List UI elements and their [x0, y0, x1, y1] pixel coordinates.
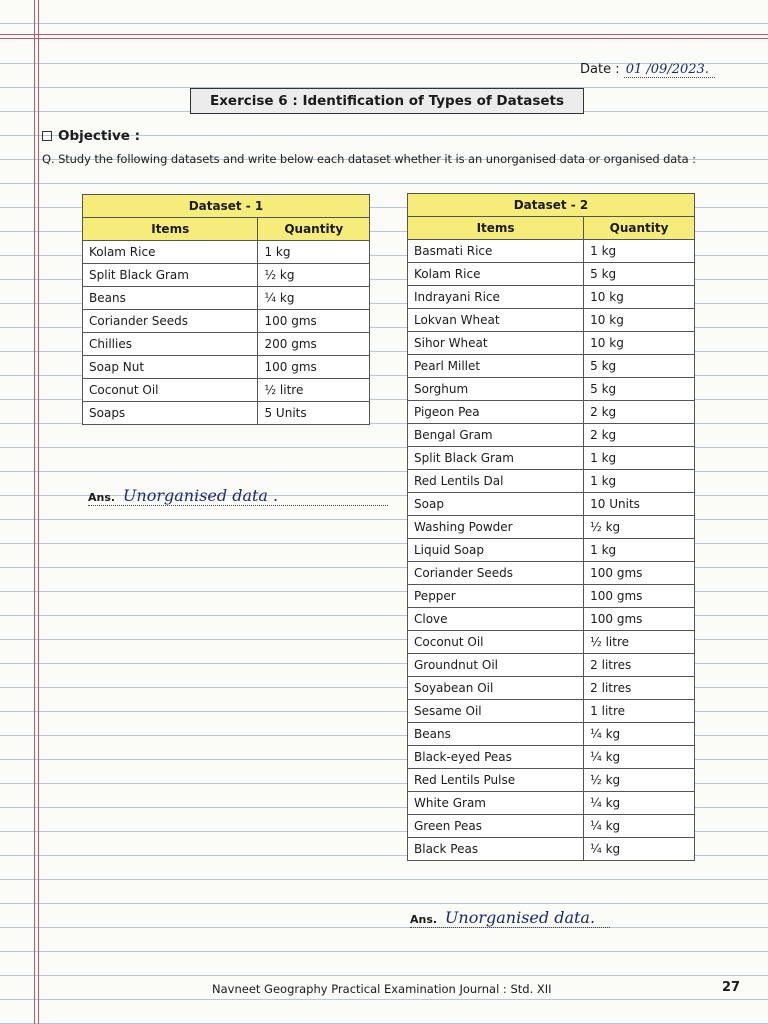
item-cell: Pepper [408, 585, 584, 608]
top-margin-line-2 [0, 38, 768, 39]
quantity-cell: 1 kg [584, 240, 695, 263]
table-row [83, 287, 370, 310]
table-row [408, 792, 695, 815]
dataset-1-body [83, 241, 370, 425]
item-cell: Coconut Oil [408, 631, 584, 654]
question-prefix: Q. [42, 152, 55, 166]
quantity-cell: 1 litre [584, 700, 695, 723]
checkbox-icon [42, 131, 52, 141]
item-cell: Indrayani Rice [408, 286, 584, 309]
quantity-cell: 100 gms [584, 608, 695, 631]
item-cell: Clove [408, 608, 584, 631]
item-cell: Black Peas [408, 838, 584, 861]
table-row [408, 355, 695, 378]
table-row [408, 493, 695, 516]
footer: Navneet Geography Practical Examination Journal : Std. XII [212, 982, 552, 996]
table-row [83, 379, 370, 402]
quantity-cell: 10 kg [584, 309, 695, 332]
item-cell: Coriander Seeds [408, 562, 584, 585]
table-row [408, 263, 695, 286]
dataset-2-header-items: Items [408, 217, 584, 240]
quantity-cell: 100 gms [258, 310, 370, 333]
table-row [408, 723, 695, 746]
quantity-cell: 2 litres [584, 654, 695, 677]
dataset-1-answer-text: Unorganised data . [122, 486, 279, 505]
table-row [408, 470, 695, 493]
dataset-1-table [82, 194, 370, 425]
item-cell: Green Peas [408, 815, 584, 838]
exercise-title: Exercise 6 : Identification of Types of Datasets [190, 88, 584, 114]
quantity-cell: ½ litre [584, 631, 695, 654]
item-cell: Soaps [83, 402, 258, 425]
dataset-1-header-quantity: Quantity [258, 218, 370, 241]
dataset-2-caption: Dataset - 2 [408, 194, 695, 217]
quantity-cell: ¼ kg [584, 838, 695, 861]
item-cell: Lokvan Wheat [408, 309, 584, 332]
table-row [408, 562, 695, 585]
dataset-1-answer [88, 486, 388, 506]
top-margin-line [0, 34, 768, 35]
quantity-cell: 100 gms [584, 562, 695, 585]
item-cell: White Gram [408, 792, 584, 815]
table-row [83, 241, 370, 264]
table-row [408, 746, 695, 769]
item-cell: Soap Nut [83, 356, 258, 379]
table-row [408, 815, 695, 838]
quantity-cell: 2 kg [584, 401, 695, 424]
item-cell: Red Lentils Dal [408, 470, 584, 493]
item-cell: Bengal Gram [408, 424, 584, 447]
item-cell: Kolam Rice [408, 263, 584, 286]
table-row [408, 240, 695, 263]
table-row [408, 700, 695, 723]
dataset-2-body [408, 240, 695, 861]
table-row [408, 516, 695, 539]
quantity-cell: 10 kg [584, 286, 695, 309]
quantity-cell: ½ kg [584, 516, 695, 539]
item-cell: Groundnut Oil [408, 654, 584, 677]
quantity-cell: 1 kg [584, 447, 695, 470]
item-cell: Black-eyed Peas [408, 746, 584, 769]
item-cell: Soap [408, 493, 584, 516]
item-cell: Beans [83, 287, 258, 310]
quantity-cell: ½ kg [584, 769, 695, 792]
dataset-2-header-quantity: Quantity [584, 217, 695, 240]
date-value: 01 /09/2023. [624, 62, 715, 78]
item-cell: Coconut Oil [83, 379, 258, 402]
item-cell: Sorghum [408, 378, 584, 401]
table-row [408, 447, 695, 470]
objective-label: Objective : [58, 128, 141, 144]
item-cell: Sesame Oil [408, 700, 584, 723]
item-cell: Sihor Wheat [408, 332, 584, 355]
dataset-1-answer-label: Ans. [88, 491, 116, 504]
quantity-cell: 1 kg [258, 241, 370, 264]
quantity-cell: ¼ kg [584, 723, 695, 746]
table-row [408, 332, 695, 355]
quantity-cell: 10 kg [584, 332, 695, 355]
quantity-cell: 1 kg [584, 539, 695, 562]
item-cell: Split Black Gram [83, 264, 258, 287]
table-row [408, 608, 695, 631]
date [580, 62, 715, 77]
item-cell: Kolam Rice [83, 241, 258, 264]
table-row [408, 677, 695, 700]
table-row [408, 401, 695, 424]
table-row [408, 631, 695, 654]
objective-heading [42, 128, 140, 144]
item-cell: Soyabean Oil [408, 677, 584, 700]
table-row [83, 310, 370, 333]
table-row [408, 654, 695, 677]
item-cell: Washing Powder [408, 516, 584, 539]
quantity-cell: 10 Units [584, 493, 695, 516]
dataset-1-caption: Dataset - 1 [83, 195, 370, 218]
quantity-cell: ½ litre [258, 379, 370, 402]
quantity-cell: 5 kg [584, 355, 695, 378]
item-cell: Basmati Rice [408, 240, 584, 263]
table-row [83, 402, 370, 425]
quantity-cell: 200 gms [258, 333, 370, 356]
quantity-cell: ¼ kg [584, 792, 695, 815]
table-row [83, 264, 370, 287]
table-row [408, 585, 695, 608]
item-cell: Liquid Soap [408, 539, 584, 562]
item-cell: Beans [408, 723, 584, 746]
table-row [408, 286, 695, 309]
left-margin-line [34, 0, 35, 1024]
quantity-cell: 100 gms [258, 356, 370, 379]
dataset-2-answer-text: Unorganised data. [444, 908, 596, 927]
item-cell: Chillies [83, 333, 258, 356]
quantity-cell: 2 litres [584, 677, 695, 700]
table-row [408, 309, 695, 332]
table-row [83, 333, 370, 356]
quantity-cell: ¼ kg [584, 815, 695, 838]
dataset-2-answer [410, 908, 610, 928]
item-cell: Pigeon Pea [408, 401, 584, 424]
question [42, 152, 696, 166]
question-text: Study the following datasets and write below each dataset whether it is an unorganised data or organised data : [58, 152, 696, 166]
item-cell: Split Black Gram [408, 447, 584, 470]
page-number: 27 [722, 980, 741, 995]
dataset-2-answer-label: Ans. [410, 913, 438, 926]
dataset-2-table [407, 193, 695, 861]
quantity-cell: 100 gms [584, 585, 695, 608]
left-margin-line-2 [38, 0, 39, 1024]
table-row [83, 356, 370, 379]
quantity-cell: ½ kg [258, 264, 370, 287]
table-row [408, 424, 695, 447]
table-row [408, 539, 695, 562]
quantity-cell: 2 kg [584, 424, 695, 447]
item-cell: Pearl Millet [408, 355, 584, 378]
quantity-cell: 5 kg [584, 378, 695, 401]
date-label: Date : [580, 62, 620, 77]
quantity-cell: 5 Units [258, 402, 370, 425]
quantity-cell: 5 kg [584, 263, 695, 286]
item-cell: Red Lentils Pulse [408, 769, 584, 792]
quantity-cell: ¼ kg [584, 746, 695, 769]
table-row [408, 769, 695, 792]
quantity-cell: 1 kg [584, 470, 695, 493]
table-row [408, 838, 695, 861]
quantity-cell: ¼ kg [258, 287, 370, 310]
item-cell: Coriander Seeds [83, 310, 258, 333]
dataset-1-header-items: Items [83, 218, 258, 241]
table-row [408, 378, 695, 401]
